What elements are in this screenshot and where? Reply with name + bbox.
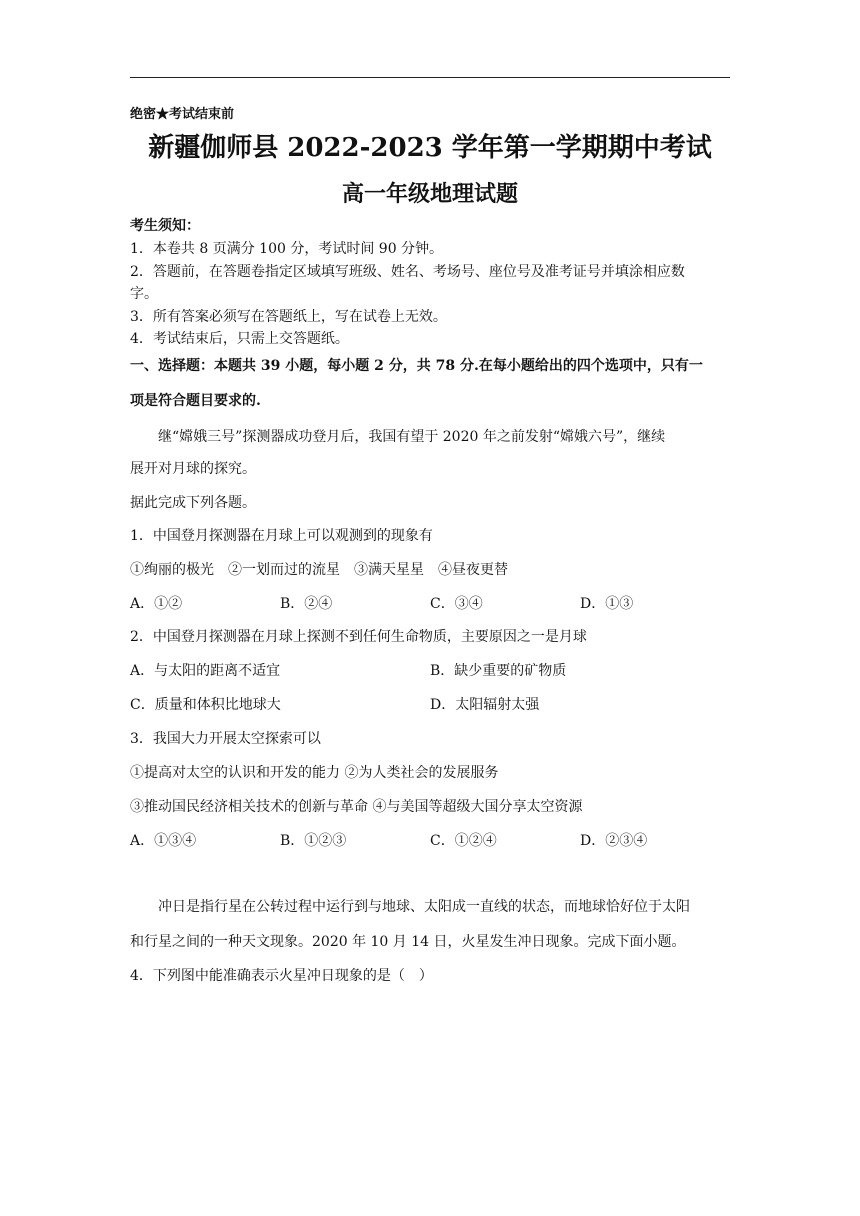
- passage2-line: 和行星之间的一种天文现象。2020 年 10 月 14 日，火星发生冲日现象。完成下面小题。: [130, 934, 686, 950]
- header-rule: [130, 77, 730, 78]
- notice-item: 4．考试结束后，只需上交答题纸。: [130, 331, 349, 347]
- question-3-option-a: A．①③④: [130, 833, 197, 849]
- notice-item: 2．答题前，在答题卷指定区域填写班级、姓名、考场号、座位号及准考证号并填涂相应数: [130, 264, 685, 280]
- question-3-stem: 3．我国大力开展太空探索可以: [130, 731, 321, 747]
- question-2-option-c: C．质量和体积比地球大: [130, 697, 281, 713]
- notice-item: 1．本卷共 8 页满分 100 分，考试时间 90 分钟。: [130, 241, 444, 257]
- question-1-option-a: A．①②: [130, 596, 183, 612]
- question-2-option-b: B．缺少重要的矿物质: [430, 663, 567, 679]
- exam-title: 新疆伽师县 2022-2023 学年第一学期期中考试: [148, 133, 712, 163]
- question-3-items: ①提高对太空的认识和开发的能力 ②为人类社会的发展服务: [130, 765, 499, 781]
- secret-label: 绝密★考试结束前: [130, 107, 235, 122]
- question-3-items: ③推动国民经济相关技术的创新与革命 ④与美国等超级大国分享太空资源: [130, 799, 583, 815]
- section-heading: 一、选择题：本题共 39 小题，每小题 2 分，共 78 分.在每小题给出的四个选项中，只有一: [130, 358, 703, 374]
- passage1-line: 据此完成下列各题。: [130, 495, 256, 511]
- notice-heading: 考生须知：: [130, 218, 200, 234]
- question-3-option-d: D．②③④: [580, 833, 648, 849]
- passage1-line: 展开对月球的探究。: [130, 461, 256, 477]
- question-1-option-d: D．①③: [580, 596, 634, 612]
- question-1-stem: 1．中国登月探测器在月球上可以观测到的现象有: [130, 528, 433, 544]
- question-3-option-b: B．①②③: [280, 833, 347, 849]
- notice-item: 字。: [130, 286, 158, 302]
- exam-subtitle: 高一年级地理试题: [341, 181, 518, 207]
- question-1-option-c: C．③④: [430, 596, 483, 612]
- question-4-stem: 4．下列图中能准确表示火星冲日现象的是（ ）: [130, 968, 433, 984]
- notice-item: 3．所有答案必须写在答题纸上，写在试卷上无效。: [130, 309, 447, 325]
- question-1-items: ①绚丽的极光 ②一划而过的流星 ③满天星星 ④昼夜更替: [130, 562, 508, 578]
- question-2-option-d: D．太阳辐射太强: [430, 697, 540, 713]
- question-1-option-b: B．②④: [280, 596, 333, 612]
- question-2-option-a: A．与太阳的距离不适宜: [130, 663, 281, 679]
- passage2-line: 冲日是指行星在公转过程中运行到与地球、太阳成一直线的状态，而地球恰好位于太阳: [158, 899, 690, 915]
- passage1-line: 继“嫦娥三号”探测器成功登月后，我国有望于 2020 年之前发射“嫦娥六号”，继续: [158, 429, 666, 445]
- question-2-stem: 2．中国登月探测器在月球上探测不到任何生命物质，主要原因之一是月球: [130, 629, 587, 645]
- question-3-option-c: C．①②④: [430, 833, 497, 849]
- section-heading-cont: 项是符合题目要求的.: [130, 393, 261, 409]
